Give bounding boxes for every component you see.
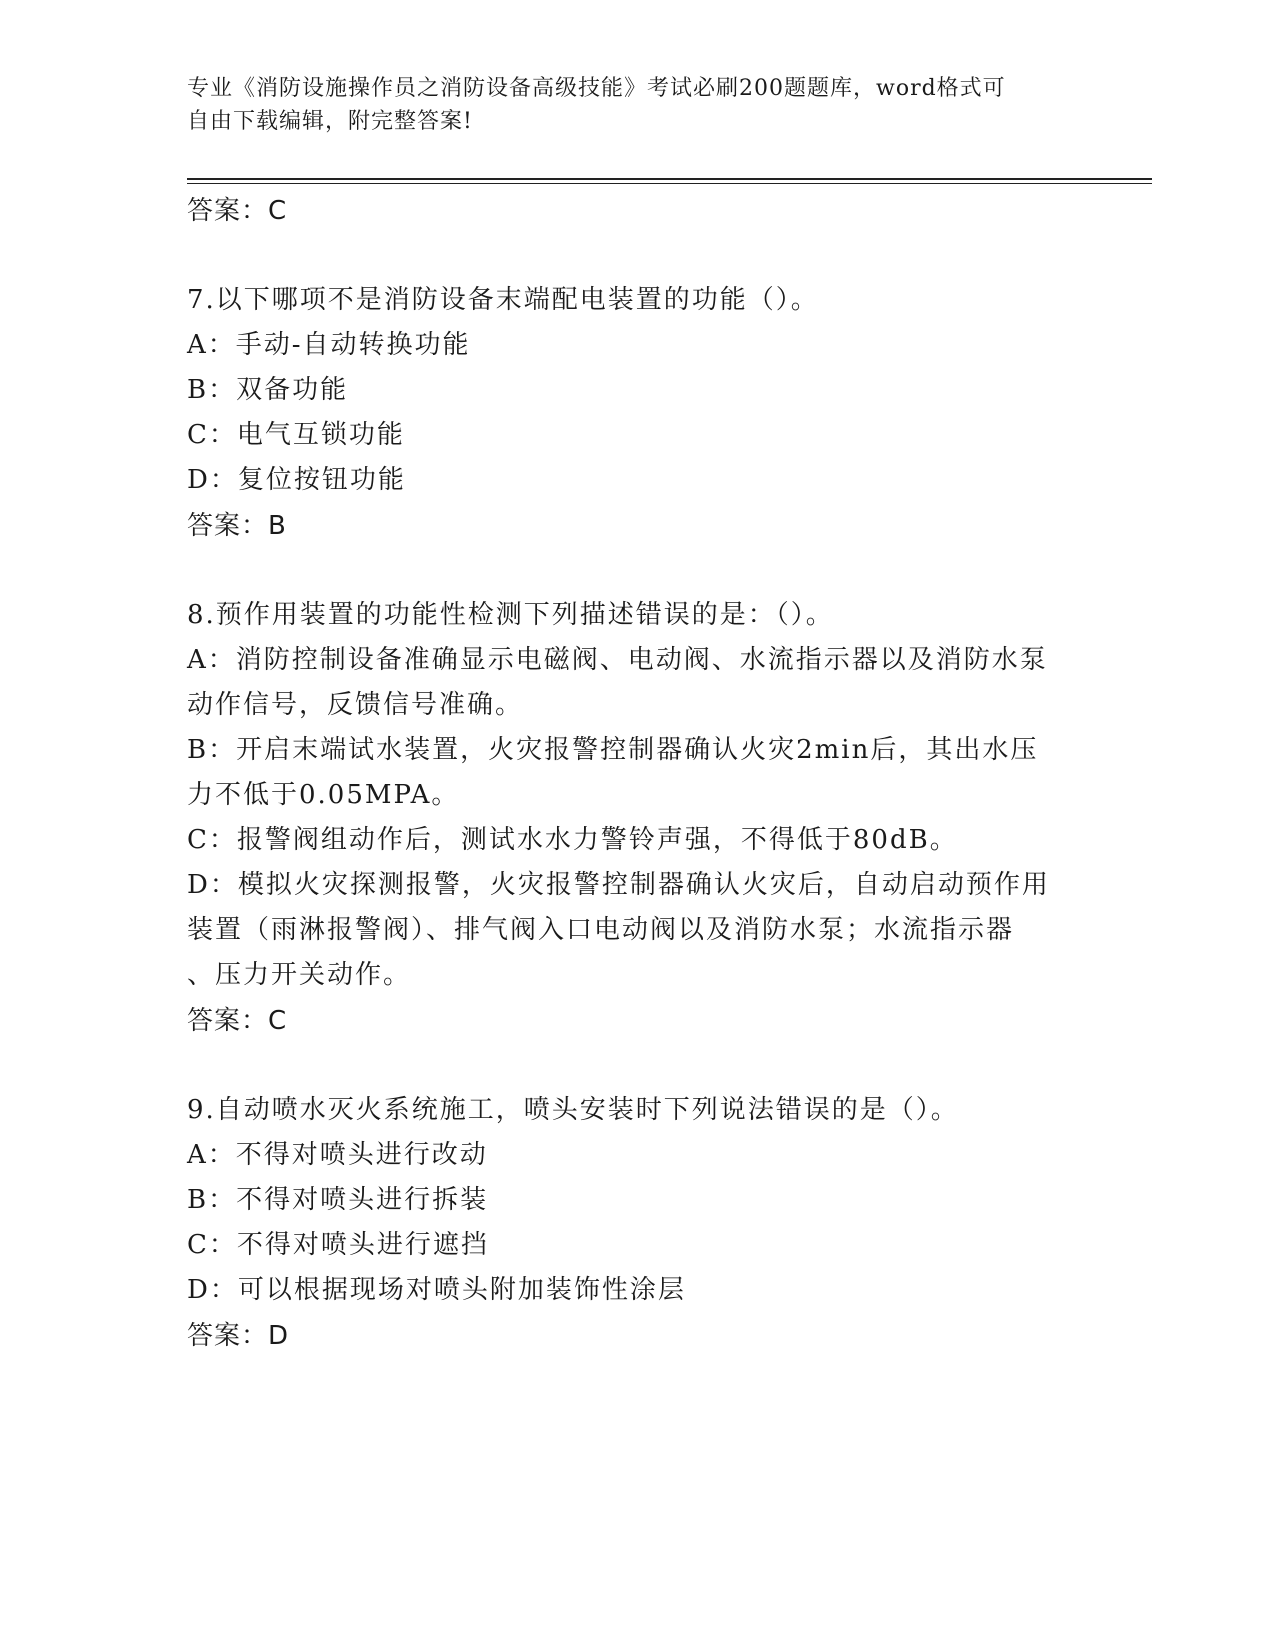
question-7 bbox=[187, 278, 1067, 549]
question-7-option-b: B：双备功能 bbox=[187, 375, 349, 405]
question-9-stem: 9.自动喷水灭火系统施工，喷头安装时下列说法错误的是（）。 bbox=[187, 1095, 959, 1125]
spacer bbox=[187, 549, 1067, 593]
question-8 bbox=[187, 593, 1067, 1044]
question-9-option-d: D：可以根据现场对喷头附加装饰性涂层 bbox=[187, 1275, 686, 1305]
header-divider-thin bbox=[187, 183, 1152, 184]
question-7-answer: 答案：B bbox=[187, 511, 287, 541]
header-line-2: 自由下载编辑，附完整答案! bbox=[187, 109, 473, 134]
spacer bbox=[187, 1044, 1067, 1088]
question-8-option-a-line1: A：消防控制设备准确显示电磁阀、电动阀、水流指示器以及消防水泵 bbox=[187, 645, 1048, 675]
question-8-option-b-line1: B：开启末端试水装置，火灾报警控制器确认火灾2min后，其出水压 bbox=[187, 735, 1039, 765]
question-8-option-d-line1: D：模拟火灾探测报警，火灾报警控制器确认火灾后，自动启动预作用 bbox=[187, 870, 1050, 900]
question-9-option-b: B：不得对喷头进行拆装 bbox=[187, 1185, 489, 1215]
question-8-option-d-line2: 装置（雨淋报警阀）、排气阀入口电动阀以及消防水泵；水流指示器 bbox=[187, 915, 1015, 945]
question-7-option-c: C：电气互锁功能 bbox=[187, 420, 405, 450]
question-9-option-c: C：不得对喷头进行遮挡 bbox=[187, 1230, 489, 1260]
question-8-option-a-line2: 动作信号，反馈信号准确。 bbox=[187, 690, 524, 720]
question-8-stem: 8.预作用装置的功能性检测下列描述错误的是：（）。 bbox=[187, 600, 834, 630]
header-divider-thick bbox=[187, 178, 1152, 180]
question-8-answer: 答案：C bbox=[187, 1006, 288, 1036]
question-8-option-c: C：报警阀组动作后，测试水水力警铃声强，不得低于80dB。 bbox=[187, 825, 958, 855]
question-9-answer: 答案：D bbox=[187, 1321, 290, 1351]
question-9 bbox=[187, 1088, 1067, 1359]
question-9-option-a: A：不得对喷头进行改动 bbox=[187, 1140, 488, 1170]
document-header bbox=[187, 72, 1067, 138]
header-line-1: 专业《消防设施操作员之消防设备高级技能》考试必刷200题题库，word格式可 bbox=[187, 76, 1006, 101]
answer-6: 答案：C bbox=[187, 196, 288, 226]
question-7-option-d: D：复位按钮功能 bbox=[187, 465, 406, 495]
question-7-option-a: A：手动-自动转换功能 bbox=[187, 330, 471, 360]
spacer bbox=[187, 234, 1067, 278]
question-8-option-b-line2: 力不低于0.05MPA。 bbox=[187, 780, 460, 810]
question-list bbox=[187, 188, 1067, 1359]
question-8-option-d-line3: 、压力开关动作。 bbox=[187, 960, 412, 990]
question-7-stem: 7.以下哪项不是消防设备末端配电装置的功能（）。 bbox=[187, 285, 819, 315]
